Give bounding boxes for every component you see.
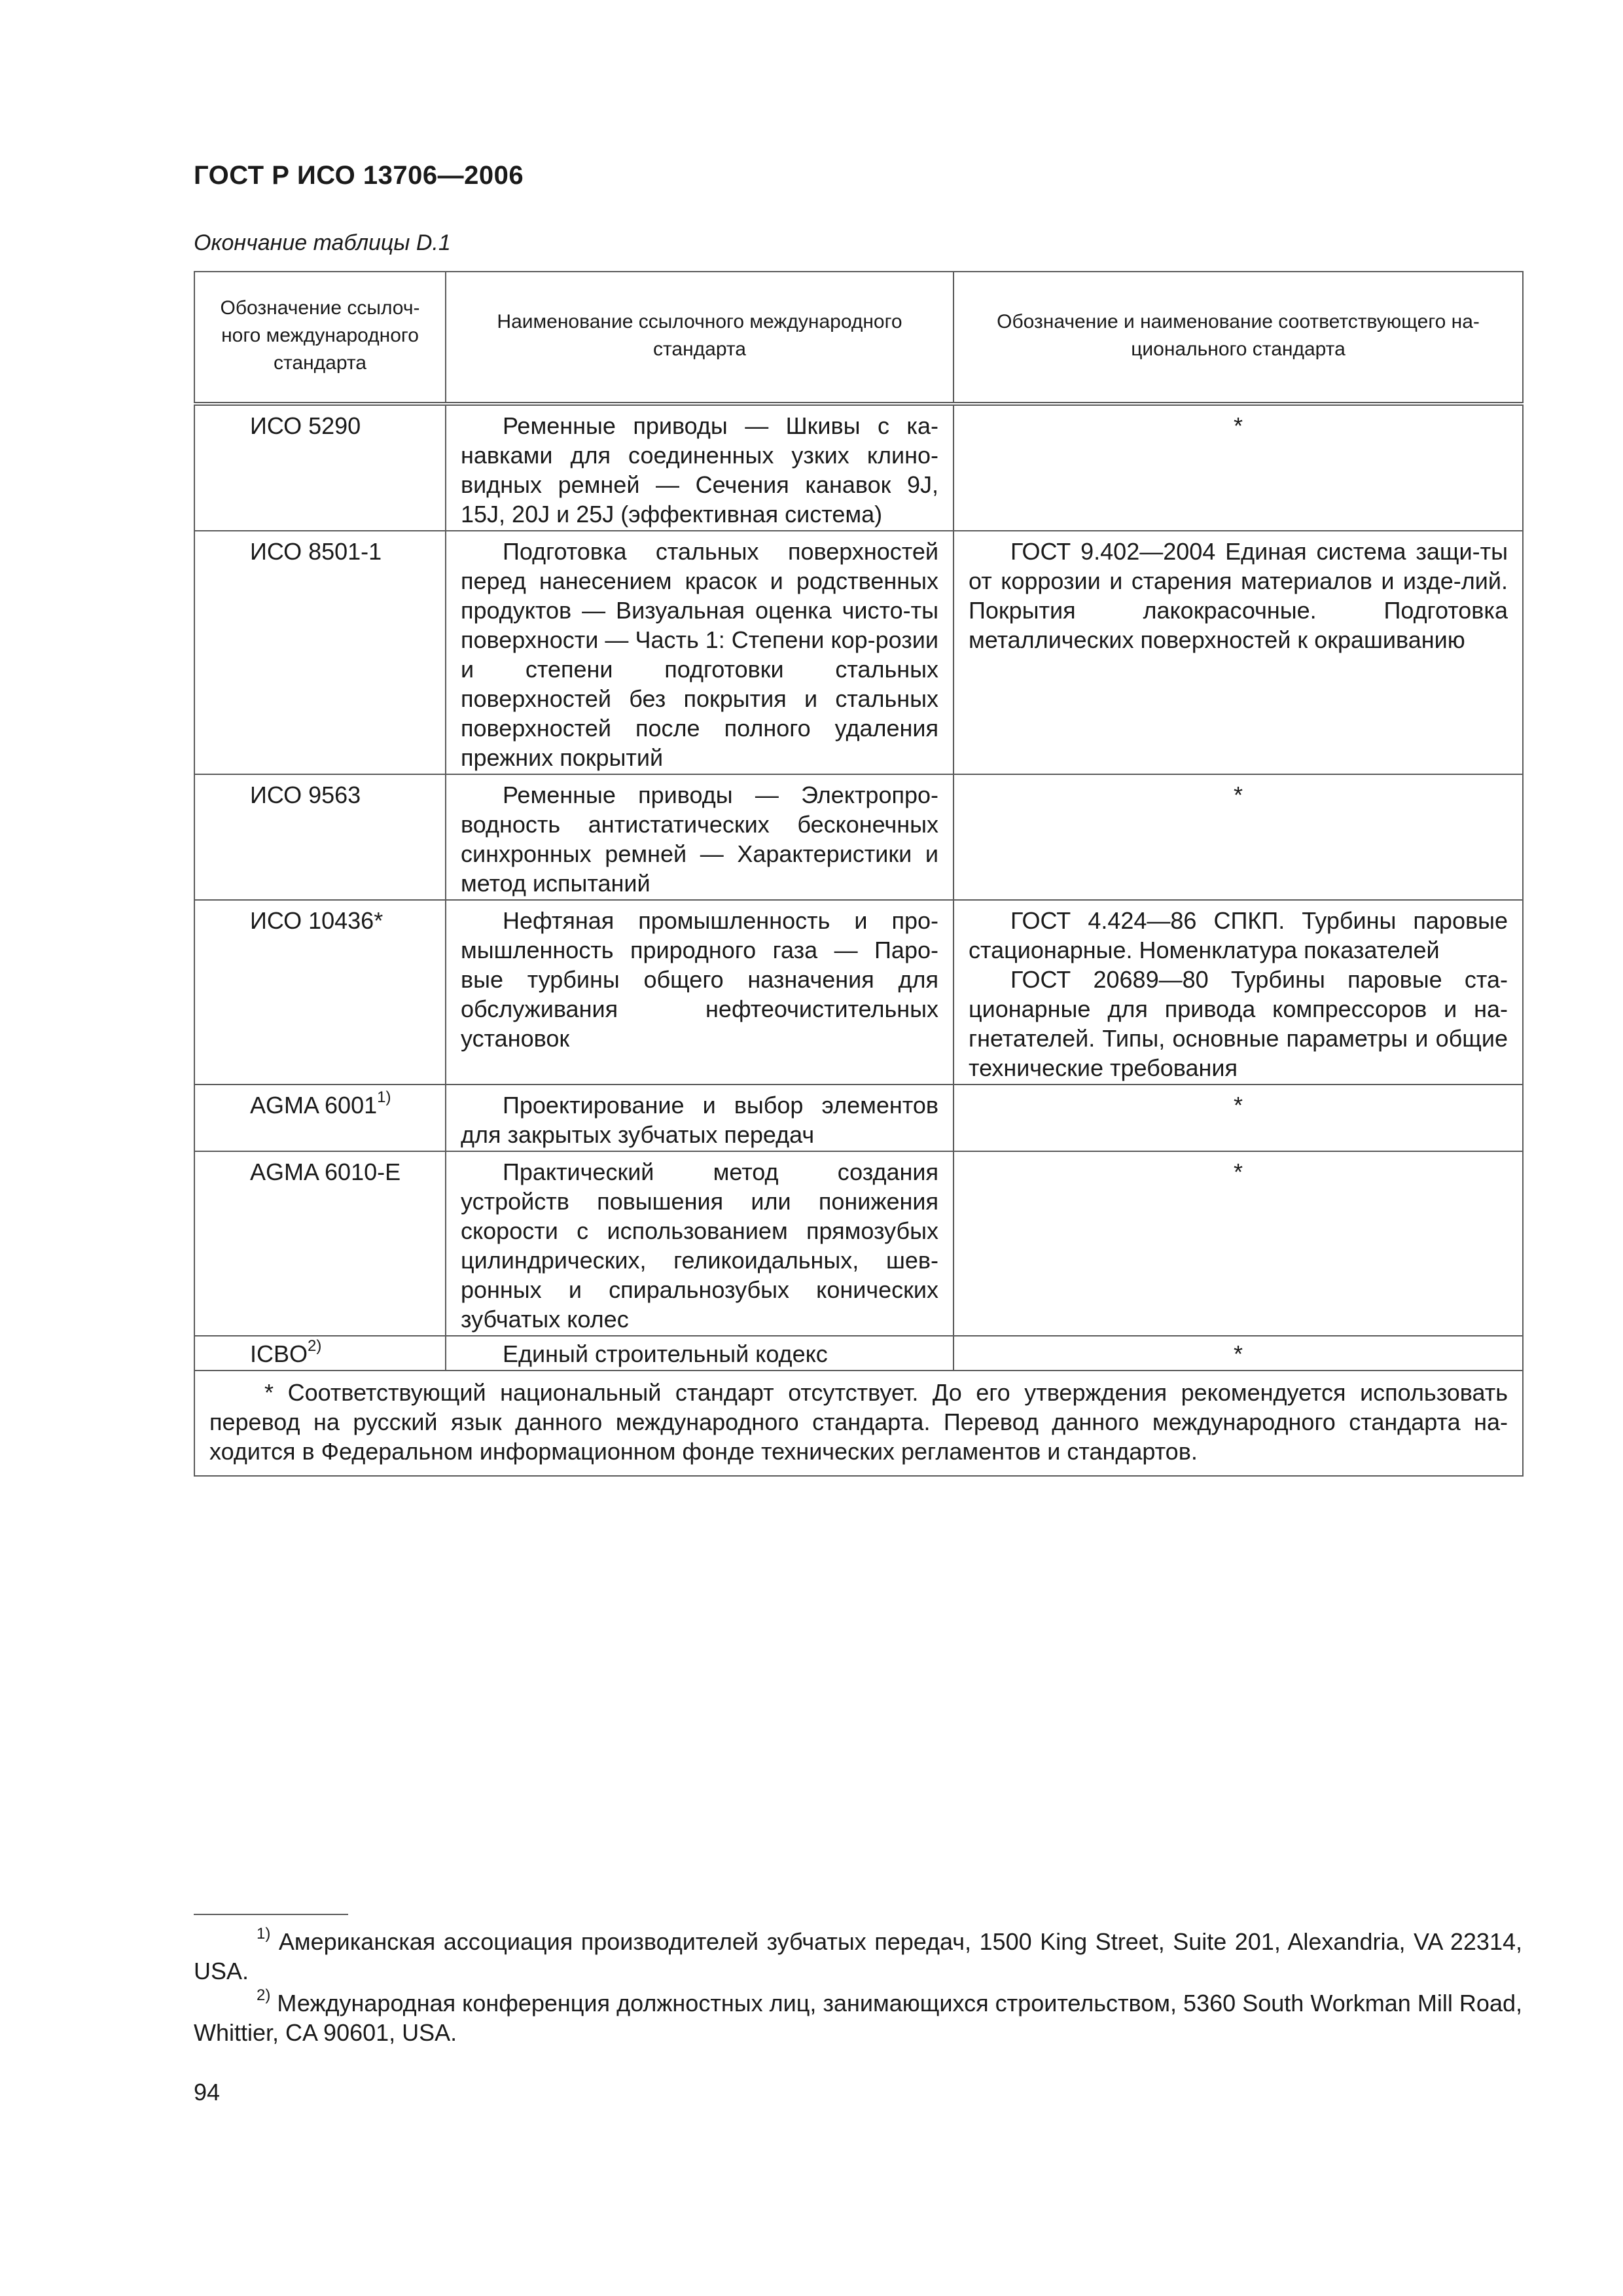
national-standard: * bbox=[954, 404, 1523, 531]
standard-code-cell bbox=[194, 531, 446, 774]
standard-code: AGMA 6001 bbox=[250, 1092, 378, 1119]
table-row bbox=[194, 1336, 1523, 1371]
table-row bbox=[194, 900, 1523, 1085]
standard-code: ICBO bbox=[250, 1340, 308, 1367]
standard-name: Подготовка стальных поверхностей перед нанесением красок и родственных продуктов — Визуальная оценка чисто-ты поверхности — Часть 1: Степени кор-розии и степени подготовки стальных поверхностей без покрытия и стальных поверхностей после полного удаления прежних покрытий bbox=[446, 531, 954, 774]
table-row bbox=[194, 1085, 1523, 1151]
document-header: ГОСТ Р ИСО 13706—2006 bbox=[194, 161, 524, 190]
table-row bbox=[194, 404, 1523, 531]
national-standard: * bbox=[954, 1151, 1523, 1336]
footnote-marker: 2) bbox=[257, 1986, 271, 2004]
standard-code: ИСО 10436* bbox=[250, 907, 383, 934]
table-caption: Окончание таблицы D.1 bbox=[194, 230, 451, 255]
reference-standards-table bbox=[194, 271, 1524, 1477]
header-international-code: Обозначение ссылоч-ного международного стандарта bbox=[194, 272, 446, 404]
standard-name: Практический метод создания устройств повышения или понижения скорости с использованием прямозубых цилиндрических, геликоидальных, шев-ронных и спиральнозубых конических зубчатых колес bbox=[446, 1151, 954, 1336]
footnote-ref: 1) bbox=[377, 1088, 391, 1106]
header-national-standard: Обозначение и наименование соответствующего на-ционального стандарта bbox=[954, 272, 1523, 404]
national-standard: * bbox=[954, 1085, 1523, 1151]
national-standard: ГОСТ 9.402—2004 Единая система защи-ты от коррозии и старения материалов и изде-лий. Покрытия лакокрасочные. Подготовка металлических поверхностей к окрашиванию bbox=[954, 531, 1523, 774]
national-standard: ГОСТ 20689—80 Турбины паровые ста-ционарные для привода компрессоров и на-гнетателей. Типы, основные параметры и общие технические требования bbox=[969, 966, 1508, 1081]
standard-code: ИСО 8501-1 bbox=[250, 538, 382, 565]
standard-name: Единый строительный кодекс bbox=[446, 1336, 954, 1371]
standard-code: ИСО 9563 bbox=[250, 781, 361, 808]
table-note: * Соответствующий национальный стандарт отсутствует. До его утверждения рекомендуется использовать перевод на русский язык данного международного стандарта. Перевод данного международного стандарта на-ходится в Федеральном информационном фонде технических регламентов и стандартов. bbox=[194, 1371, 1523, 1476]
standard-code-cell bbox=[194, 404, 446, 531]
national-standard: * bbox=[954, 774, 1523, 900]
standard-name: Ременные приводы — Электропро-водность антистатических бесконечных синхронных ремней — Характеристики и метод испытаний bbox=[446, 774, 954, 900]
standard-name: Ременные приводы — Шкивы с ка-навками для соединенных узких клино-видных ремней — Сечения канавок 9J, 15J, 20J и 25J (эффективная система) bbox=[446, 404, 954, 531]
footnote-text: Американская ассоциация производителей зубчатых передач, 1500 King Street, Suite 201, Alexandria, VA 22314, USA. bbox=[194, 1928, 1522, 1984]
table-row bbox=[194, 1151, 1523, 1336]
footnote-marker: 1) bbox=[257, 1925, 271, 1943]
standard-code: AGMA 6010-E bbox=[250, 1158, 401, 1185]
footnote-separator bbox=[194, 1914, 348, 1915]
standard-name: Нефтяная промышленность и про-мышленность природного газа — Паро-вые турбины общего назначения для обслуживания нефтеочистительных установок bbox=[446, 900, 954, 1085]
table-note-row bbox=[194, 1371, 1523, 1476]
page-number: 94 bbox=[194, 2079, 221, 2106]
standard-code-cell bbox=[194, 1151, 446, 1336]
footnotes bbox=[194, 1927, 1522, 2050]
standard-name: Проектирование и выбор элементов для закрытых зубчатых передач bbox=[446, 1085, 954, 1151]
header-international-name: Наименование ссылочного международного стандарта bbox=[446, 272, 954, 404]
standard-code-cell bbox=[194, 900, 446, 1085]
standard-code-cell bbox=[194, 774, 446, 900]
standard-code-cell bbox=[194, 1336, 446, 1371]
national-standard: * bbox=[954, 1336, 1523, 1371]
footnote-text: Международная конференция должностных лиц, занимающихся строительством, 5360 South Workman Mill Road, Whittier, CA 90601, USA. bbox=[194, 1990, 1522, 2046]
footnote bbox=[194, 1927, 1522, 1986]
table-row bbox=[194, 531, 1523, 774]
standard-code-cell bbox=[194, 1085, 446, 1151]
standard-code: ИСО 5290 bbox=[250, 412, 361, 439]
national-standard-cell bbox=[954, 900, 1523, 1085]
table-row bbox=[194, 774, 1523, 900]
table-header-row bbox=[194, 272, 1523, 404]
national-standard: ГОСТ 4.424—86 СПКП. Турбины паровые стационарные. Номенклатура показателей bbox=[969, 907, 1508, 963]
footnote bbox=[194, 1988, 1522, 2047]
footnote-ref: 2) bbox=[308, 1337, 322, 1355]
